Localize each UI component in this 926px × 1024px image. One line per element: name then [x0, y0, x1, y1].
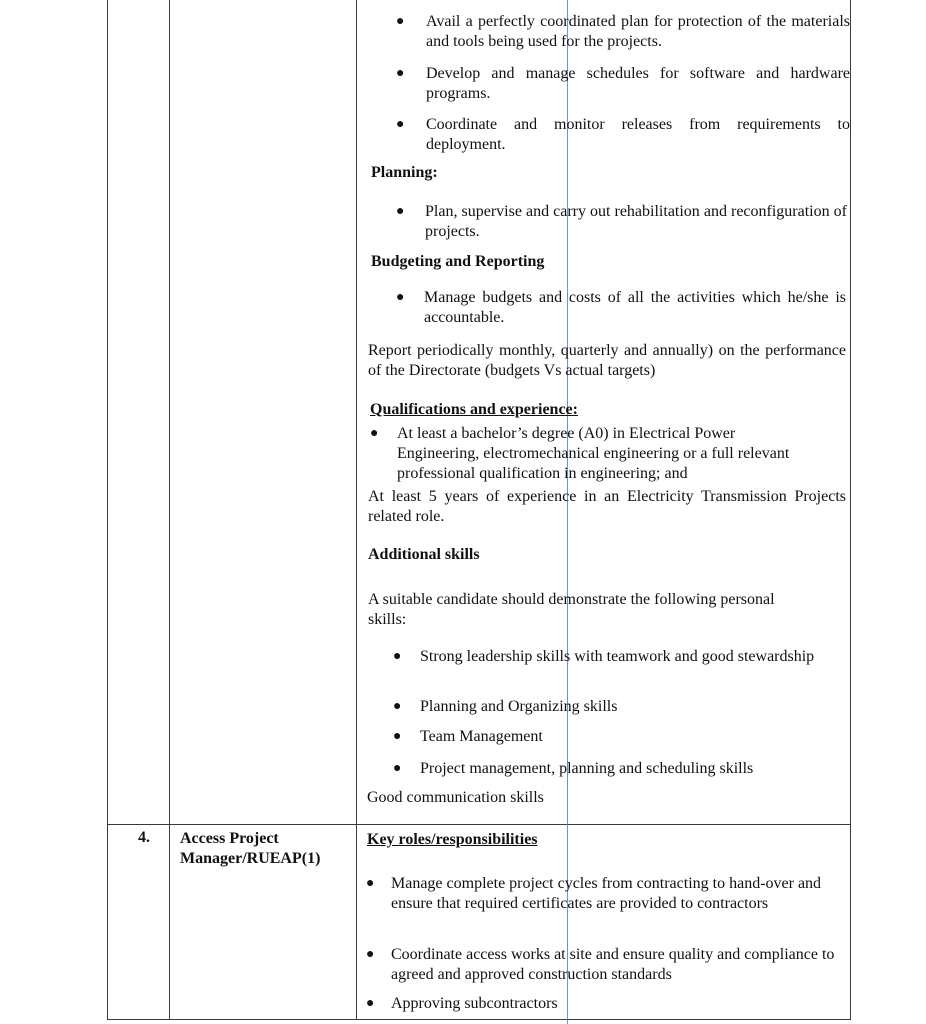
list-item-text: Project management, planning and scheduling skills	[420, 760, 754, 777]
list-item-text: Avail a perfectly coordinated plan for protection of the materials and tools being used for the projects.	[426, 13, 850, 50]
bullet-icon: ●	[396, 66, 405, 81]
list-item-text: At least a bachelor’s degree (A0) in Electrical Power Engineering, electromechanical engineering or a full relevant professional qualification in engineering; and	[397, 425, 790, 482]
bullet-icon: ●	[366, 947, 375, 962]
bullet-icon: ●	[393, 729, 402, 744]
section-heading-skills: Additional skills	[368, 546, 480, 563]
list-item-text: Develop and manage schedules for software and hardware programs.	[426, 65, 850, 102]
bullet-icon: ●	[393, 761, 402, 776]
bullet-icon: ●	[370, 426, 379, 441]
table-border-bottom	[107, 1019, 851, 1020]
bullet-icon: ●	[396, 117, 405, 132]
list-item-text: Team Management	[420, 728, 543, 745]
section-heading-qualifications: Qualifications and experience:	[370, 401, 578, 418]
bullet-icon: ●	[366, 876, 375, 891]
bullet-icon: ●	[393, 699, 402, 714]
list-item-text: Plan, supervise and carry out rehabilitation and reconfiguration of projects.	[425, 203, 847, 240]
list-item-text: Manage complete project cycles from contracting to hand-over and ensure that required certificates are provided to contractors	[391, 875, 822, 912]
bullet-icon: ●	[396, 290, 405, 305]
section-heading-budgeting: Budgeting and Reporting	[371, 253, 545, 270]
bullet-icon: ●	[396, 204, 405, 219]
table-border-col1	[169, 0, 170, 1020]
skills-intro: A suitable candidate should demonstrate the following personal skills:	[368, 591, 775, 628]
bullet-icon: ●	[396, 14, 405, 29]
list-item-text: Strong leadership skills with teamwork and good stewardship	[420, 648, 815, 665]
table-border-left	[107, 0, 108, 1020]
list-item-text: Coordinate access works at site and ensure quality and compliance to agreed and approved construction standards	[391, 946, 835, 983]
bullet-icon: ●	[393, 649, 402, 664]
list-item-text: Planning and Organizing skills	[420, 698, 618, 715]
table-border-col2	[356, 0, 357, 1020]
report-paragraph: Report periodically monthly, quarterly and annually) on the performance of the Directorate (budgets Vs actual targets)	[368, 342, 846, 379]
table-border-right	[850, 0, 851, 1020]
list-item-text: Manage budgets and costs of all the activities which he/she is accountable.	[424, 289, 846, 326]
list-item-text: Coordinate and monitor releases from requirements to deployment.	[426, 116, 850, 153]
experience-paragraph: At least 5 years of experience in an Electricity Transmission Projects related role.	[368, 488, 846, 525]
section-heading-key-roles: Key roles/responsibilities	[367, 831, 538, 848]
list-item-text: Approving subcontractors	[391, 995, 558, 1012]
row-separator	[107, 824, 851, 825]
position-title: Access Project Manager/RUEAP(1)	[180, 830, 321, 867]
section-heading-planning: Planning:	[371, 164, 438, 181]
row-number: 4.	[138, 829, 150, 846]
bullet-icon: ●	[366, 996, 375, 1011]
communication-skills: Good communication skills	[367, 789, 544, 806]
